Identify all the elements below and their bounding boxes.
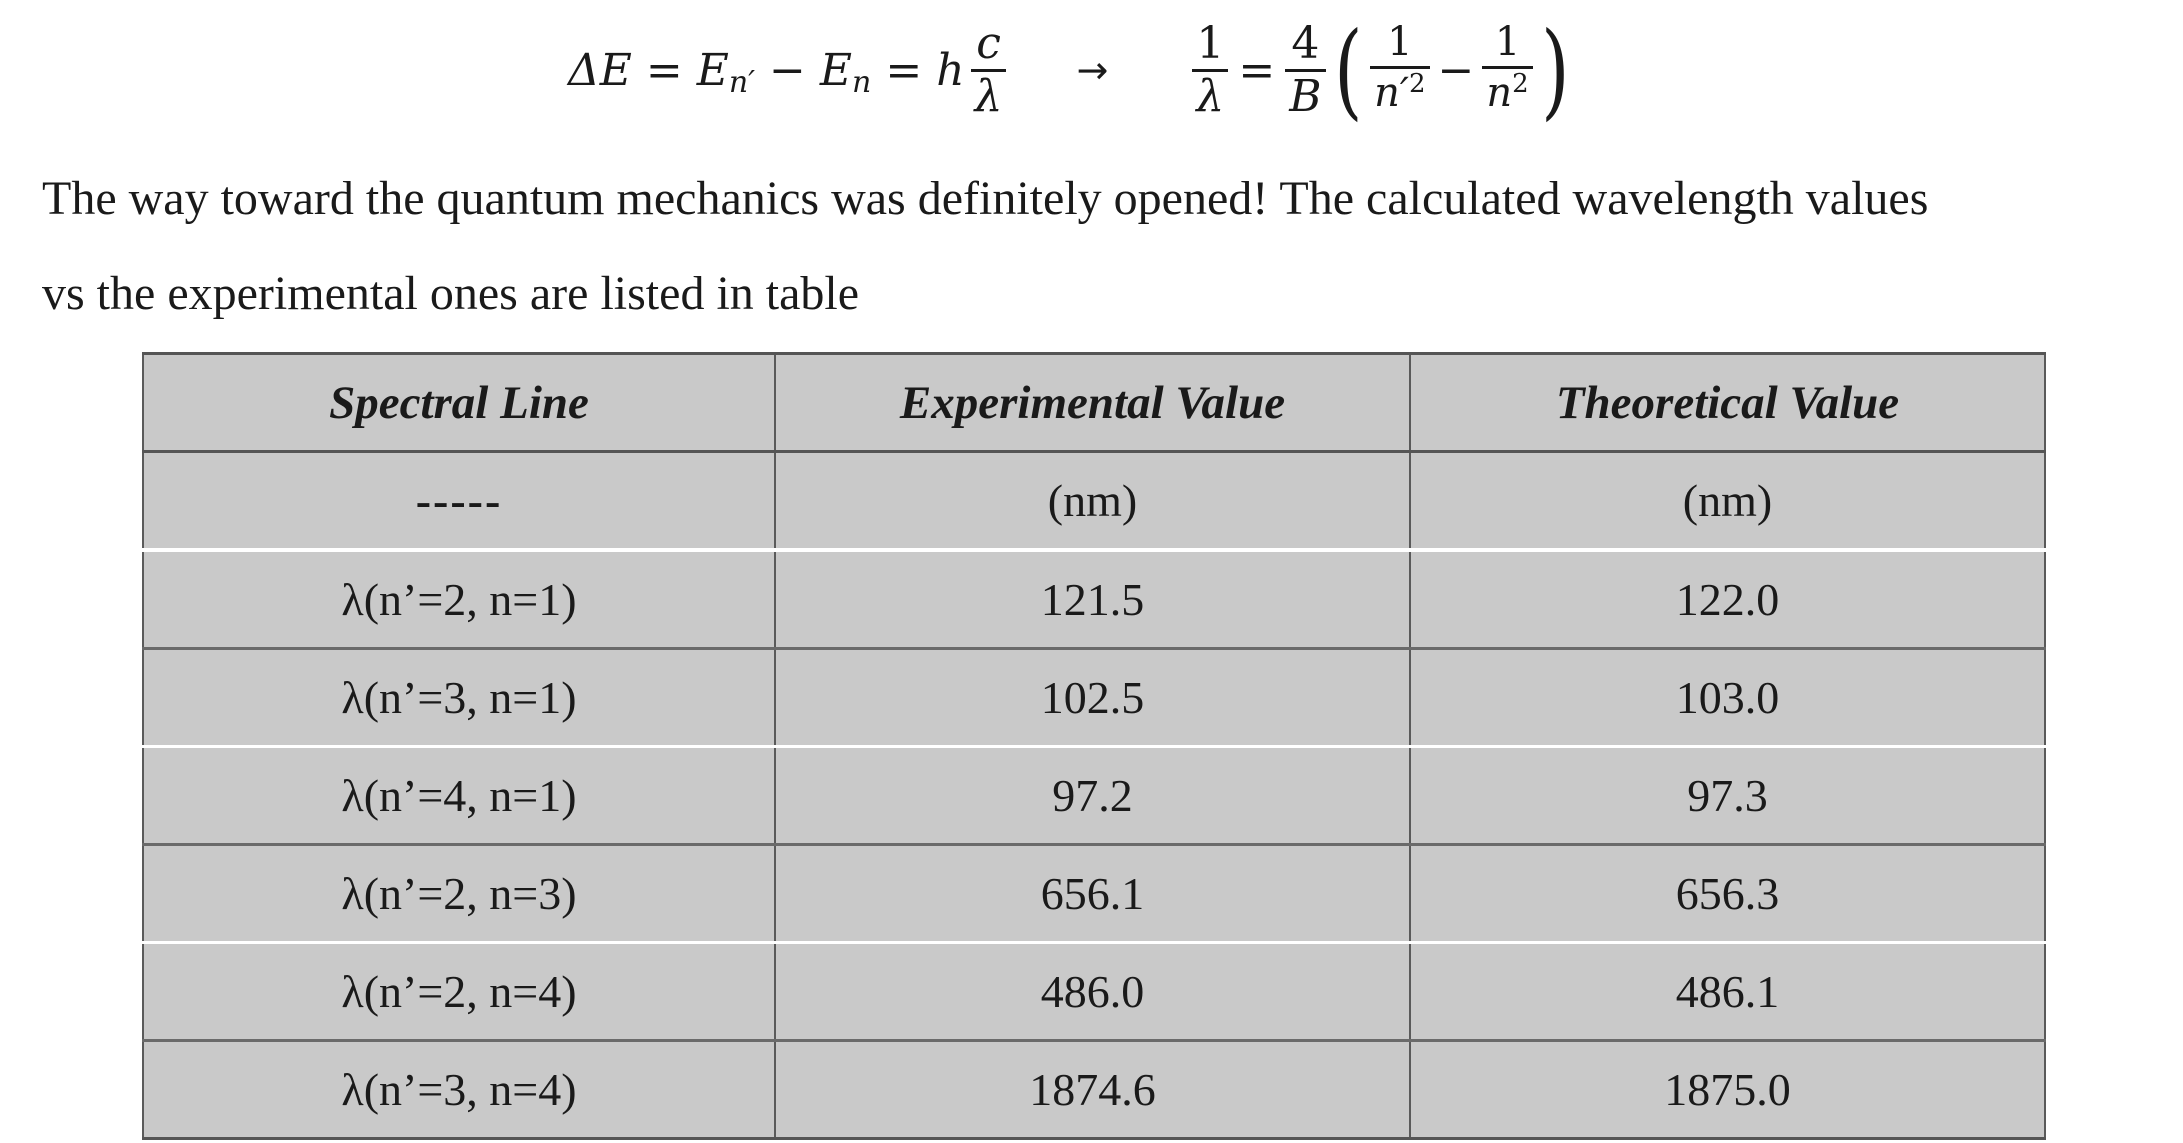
eq-equals-1: =: [645, 44, 683, 96]
cell-spectral-line: λ(n’=2, n=4): [143, 943, 775, 1041]
eq-one: 1: [1196, 17, 1225, 69]
eq-four: 4: [1291, 17, 1320, 69]
eq-frac-1-nprime2: [1370, 18, 1429, 122]
table-row: [143, 747, 2045, 845]
header-theoretical-value: Theoretical Value: [1410, 354, 2045, 452]
cell-theoretical: 122.0: [1410, 550, 2045, 649]
wavelength-table: [142, 352, 2046, 1140]
eq-e-n: E: [819, 44, 853, 96]
eq-equals-3: =: [1238, 44, 1276, 96]
header-spectral-line: Spectral Line: [143, 354, 775, 452]
table-row: [143, 845, 2045, 943]
equation: [568, 9, 1571, 131]
eq-minus-1: −: [769, 44, 806, 96]
eq-right-paren: ): [1540, 9, 1570, 131]
eq-sub-nprime: n′: [728, 64, 756, 100]
table-header-row: [143, 354, 2045, 452]
eq-one-3: 1: [1494, 19, 1521, 65]
paragraph-line-1: The way toward the quantum mechanics was definitely opened! The calculated wavelength values: [42, 172, 1929, 225]
eq-b: B: [1289, 70, 1322, 122]
eq-delta-e: ΔE: [568, 44, 632, 96]
eq-frac-4-b: [1285, 19, 1325, 122]
eq-equals-2: =: [885, 44, 923, 96]
table-row: [143, 1041, 2045, 1139]
eq-arrow-icon: →: [1076, 48, 1109, 92]
cell-spectral-line: λ(n’=2, n=1): [143, 550, 775, 649]
cell-spectral-line: λ(n’=4, n=1): [143, 747, 775, 845]
eq-left-paren: (: [1333, 9, 1363, 131]
eq-lambda: λ: [974, 70, 1003, 122]
cell-theoretical: 103.0: [1410, 649, 2045, 747]
header-experimental-value: Experimental Value: [775, 354, 1410, 452]
cell-spectral-line: λ(n’=3, n=1): [143, 649, 775, 747]
table-row: [143, 943, 2045, 1041]
cell-experimental: 121.5: [775, 550, 1410, 649]
cell-experimental: 486.0: [775, 943, 1410, 1041]
eq-e-nprime: E: [696, 44, 729, 96]
eq-c: c: [976, 17, 1001, 69]
units-spectral-line: -----: [143, 452, 775, 551]
cell-spectral-line: λ(n’=3, n=4): [143, 1041, 775, 1139]
eq-frac-1-n2: [1482, 18, 1532, 122]
eq-frac-c-lambda: [971, 19, 1007, 122]
cell-theoretical: 97.3: [1410, 747, 2045, 845]
eq-lambda-2: λ: [1196, 70, 1225, 122]
cell-experimental: 97.2: [775, 747, 1410, 845]
eq-frac-1-lambda: [1192, 19, 1228, 122]
eq-nprime-sq: $n'^2$: [1374, 69, 1426, 116]
cell-experimental: 102.5: [775, 649, 1410, 747]
table-row: [143, 550, 2045, 649]
paragraph-line-2: vs the experimental ones are listed in table: [42, 267, 860, 320]
table-row: [143, 649, 2045, 747]
cell-theoretical: 486.1: [1410, 943, 2045, 1041]
cell-spectral-line: λ(n’=2, n=3): [143, 845, 775, 943]
cell-theoretical: 656.3: [1410, 845, 2045, 943]
cell-experimental: 656.1: [775, 845, 1410, 943]
eq-h: h: [936, 44, 965, 96]
units-theoretical: (nm): [1410, 452, 2045, 551]
eq-one-2: 1: [1387, 19, 1413, 65]
eq-n-sq: $n^2$: [1486, 69, 1529, 116]
units-experimental: (nm): [775, 452, 1410, 551]
table-units-row: [143, 452, 2045, 551]
cell-experimental: 1874.6: [775, 1041, 1410, 1139]
eq-minus-2: −: [1437, 44, 1475, 96]
cell-theoretical: 1875.0: [1410, 1041, 2045, 1139]
eq-sub-n: n: [852, 64, 872, 100]
